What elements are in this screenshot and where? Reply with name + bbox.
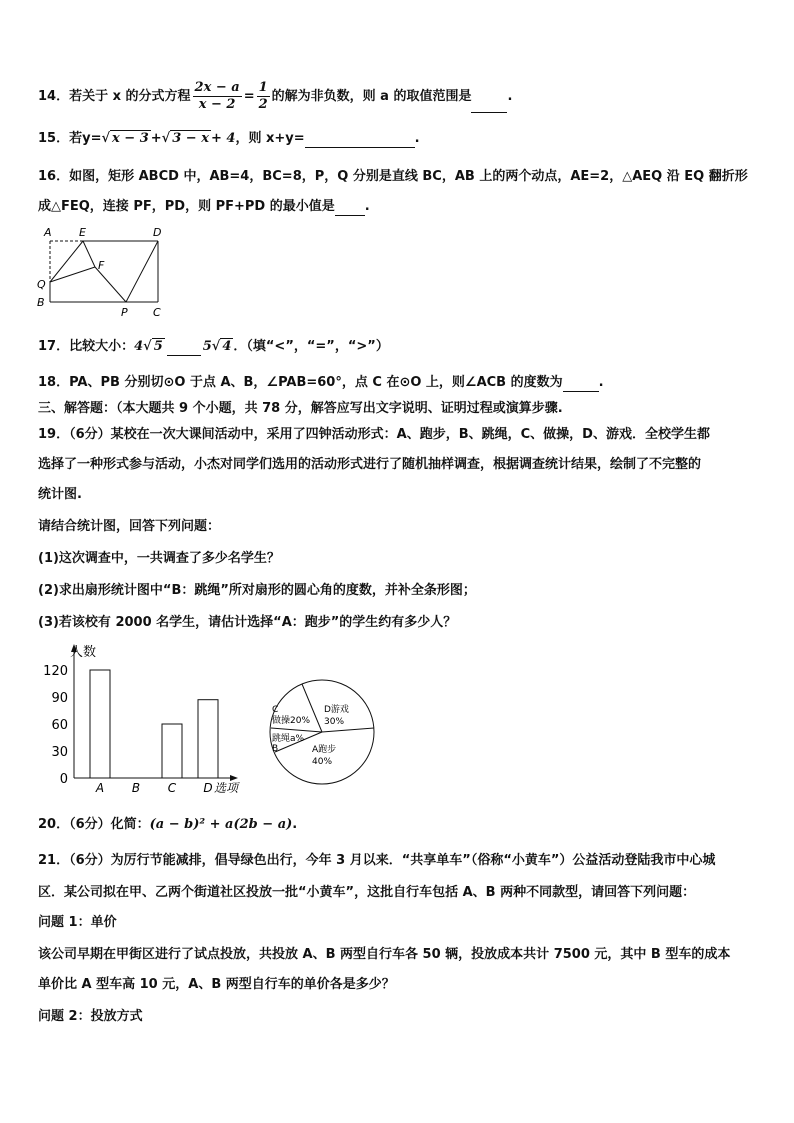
pie-label-b-letter: B [272,744,279,754]
label-c: C [153,306,161,319]
pie-label-b: 跳绳a% [272,734,305,744]
q17-right-expr: 5√ 4 [202,339,232,354]
bar-chart-ylabel: 人数 [70,645,97,660]
q17-left-expr: 4√ 5 [134,339,163,354]
question-15: 15．若y=√ x − 3 +√ 3 − x + 4，则 x+y= . [38,131,420,146]
bar-chart-xtick-a: A [95,781,105,795]
question-17: 17．比较大小：4√ 5 5√ 4 ．（填“<”，“=”，“>”） [38,339,389,354]
question-16-line2: 成△FEQ，连接 PF，PD，则 PF+PD 的最小值是 . [38,199,370,214]
q15-answer-blank[interactable] [305,133,415,148]
label-q: Q [37,278,46,291]
segment-qe [50,241,83,282]
q14-number: 14． [38,89,70,104]
question-21-problem1-line1: 该公司早期在甲街区进行了试点投放，共投放 A、B 两型自行车各 50 辆，投放成本共计 7500 元，其中 B 型车的成本 [38,947,731,962]
bar-chart-xlabel: 选项 [214,781,239,795]
question-14: 14．若关于 x 的分式方程 $\frac{2x - a}{x - 2}$ = $\frac{1}{2}$ 的解为非负数，则 a 的取值范围是 . [38,80,513,112]
question-19-sub1: (1)这次调查中，一共调查了多少名学生？ [38,551,280,566]
pie-chart [262,672,382,792]
label-b: B [37,296,45,309]
question-19-sub3: (3)若该校有 2000 名学生，请估计选择“A：跑步”的学生约有多少人？ [38,615,457,630]
segment-fp [95,267,126,302]
question-21-line1: 21．（6分）为厉行节能减排，倡导绿色出行，今年 3 月以来．“共享单车”（俗称“小黄车”）公益活动登陆我市中心城 [38,853,716,868]
pie-divider-bc [271,728,322,732]
bar-chart-ytick: 30 [51,745,68,760]
segment-qf [50,267,95,282]
question-19-line4: 请结合统计图，回答下列问题： [38,519,221,534]
q20-expression: (a − b)² + a(2b − a) [149,817,293,832]
label-e: E [79,226,86,239]
segment-ef [83,241,95,267]
bar-d [198,700,218,778]
pie-divider-da [322,728,374,732]
q15-number: 15． [38,131,70,146]
question-16-line1: 16．如图，矩形 ABCD 中，AB=4，BC=8，P，Q 分别是直线 BC，AB 上的两个动点，AE=2，△AEQ 沿 EQ 翻折形 [38,169,748,184]
question-21-line2: 区．某公司拟在甲、乙两个街道社区投放一批“小黄车”，这批自行车包括 A、B 两种不同款型，请回答下列问题： [38,885,696,900]
q14-text-post: 的解为非负数，则 a 的取值范围是 [271,89,472,104]
bar-a [90,670,110,778]
pie-label-a: A跑步 [312,745,337,755]
label-d: D [153,226,162,239]
pie-label-d: D游戏 [324,705,349,715]
bar-chart-xtick-c: C [167,781,177,795]
bar-chart-ytick: 0 [59,772,68,787]
section-heading: 三、解答题：（本大题共 9 个小题，共 78 分，解答应写出文字说明、证明过程或演算步骤. [38,401,563,416]
bar-chart [34,640,254,800]
question-21-problem1-title: 问题 1：单价 [38,915,117,930]
q15-sqrt-2: √ 3 − x [161,131,209,146]
label-a: A [44,226,52,239]
pie-label-a-pct: 40% [312,757,333,767]
pie-label-c-pct: 做操20% [272,716,311,726]
question-19-line1: 19．（6分）某校在一次大课间活动中，采用了四钟活动形式：A、跑步，B、跳绳，C、做操，D、游戏．全校学生都 [38,427,710,442]
pie-label-c: C [272,705,279,715]
question-19-line2: 选择了一种形式参与活动，小杰对同学们选用的活动形式进行了随机抽样调查，根据调查统计结果，绘制了不完整的 [38,457,702,472]
bar-chart-xtick-b: B [131,781,141,795]
pie-label-d-pct: 30% [324,717,345,727]
segment-pd [126,241,158,302]
q14-fraction-1: $\frac{2x - a}{x - 2}$ [194,80,240,112]
q16-rectangle-figure [34,222,174,322]
q14-fraction-2: $\frac{1}{2}$ [258,80,268,112]
q15-sqrt-1: √ x − 3 [101,131,149,146]
q16-answer-blank[interactable] [335,201,365,216]
question-19-sub2: (2)求出扇形统计图中“B：跳绳”所对扇形的圆心角的度数，并补全条形图； [38,583,476,598]
bar-chart-ytick: 90 [51,691,68,706]
q14-answer-blank[interactable] [471,98,507,113]
question-19-line3: 统计图. [38,487,82,502]
bar-chart-xtick-d: D [203,781,213,795]
bar-c [162,724,182,778]
question-20: 20．（6分）化简：(a − b)² + a(2b − a). [38,817,298,832]
q14-text-pre: 若关于 x 的分式方程 [69,89,191,104]
bar-chart-ytick: 60 [51,718,68,733]
label-p: P [121,306,128,319]
q17-answer-blank[interactable] [167,341,201,356]
q18-answer-blank[interactable] [563,377,599,392]
question-21-problem1-line2: 单价比 A 型车高 10 元，A、B 两型自行车的单价各是多少？ [38,977,395,992]
bar-chart-ytick: 120 [43,664,68,679]
question-21-problem2-title: 问题 2：投放方式 [38,1009,143,1024]
label-f: F [98,259,105,272]
question-18: 18．PA、PB 分别切⊙O 于点 A、B，∠PAB=60°，点 C 在⊙O 上，则∠ACB 的度数为 . [38,375,604,390]
